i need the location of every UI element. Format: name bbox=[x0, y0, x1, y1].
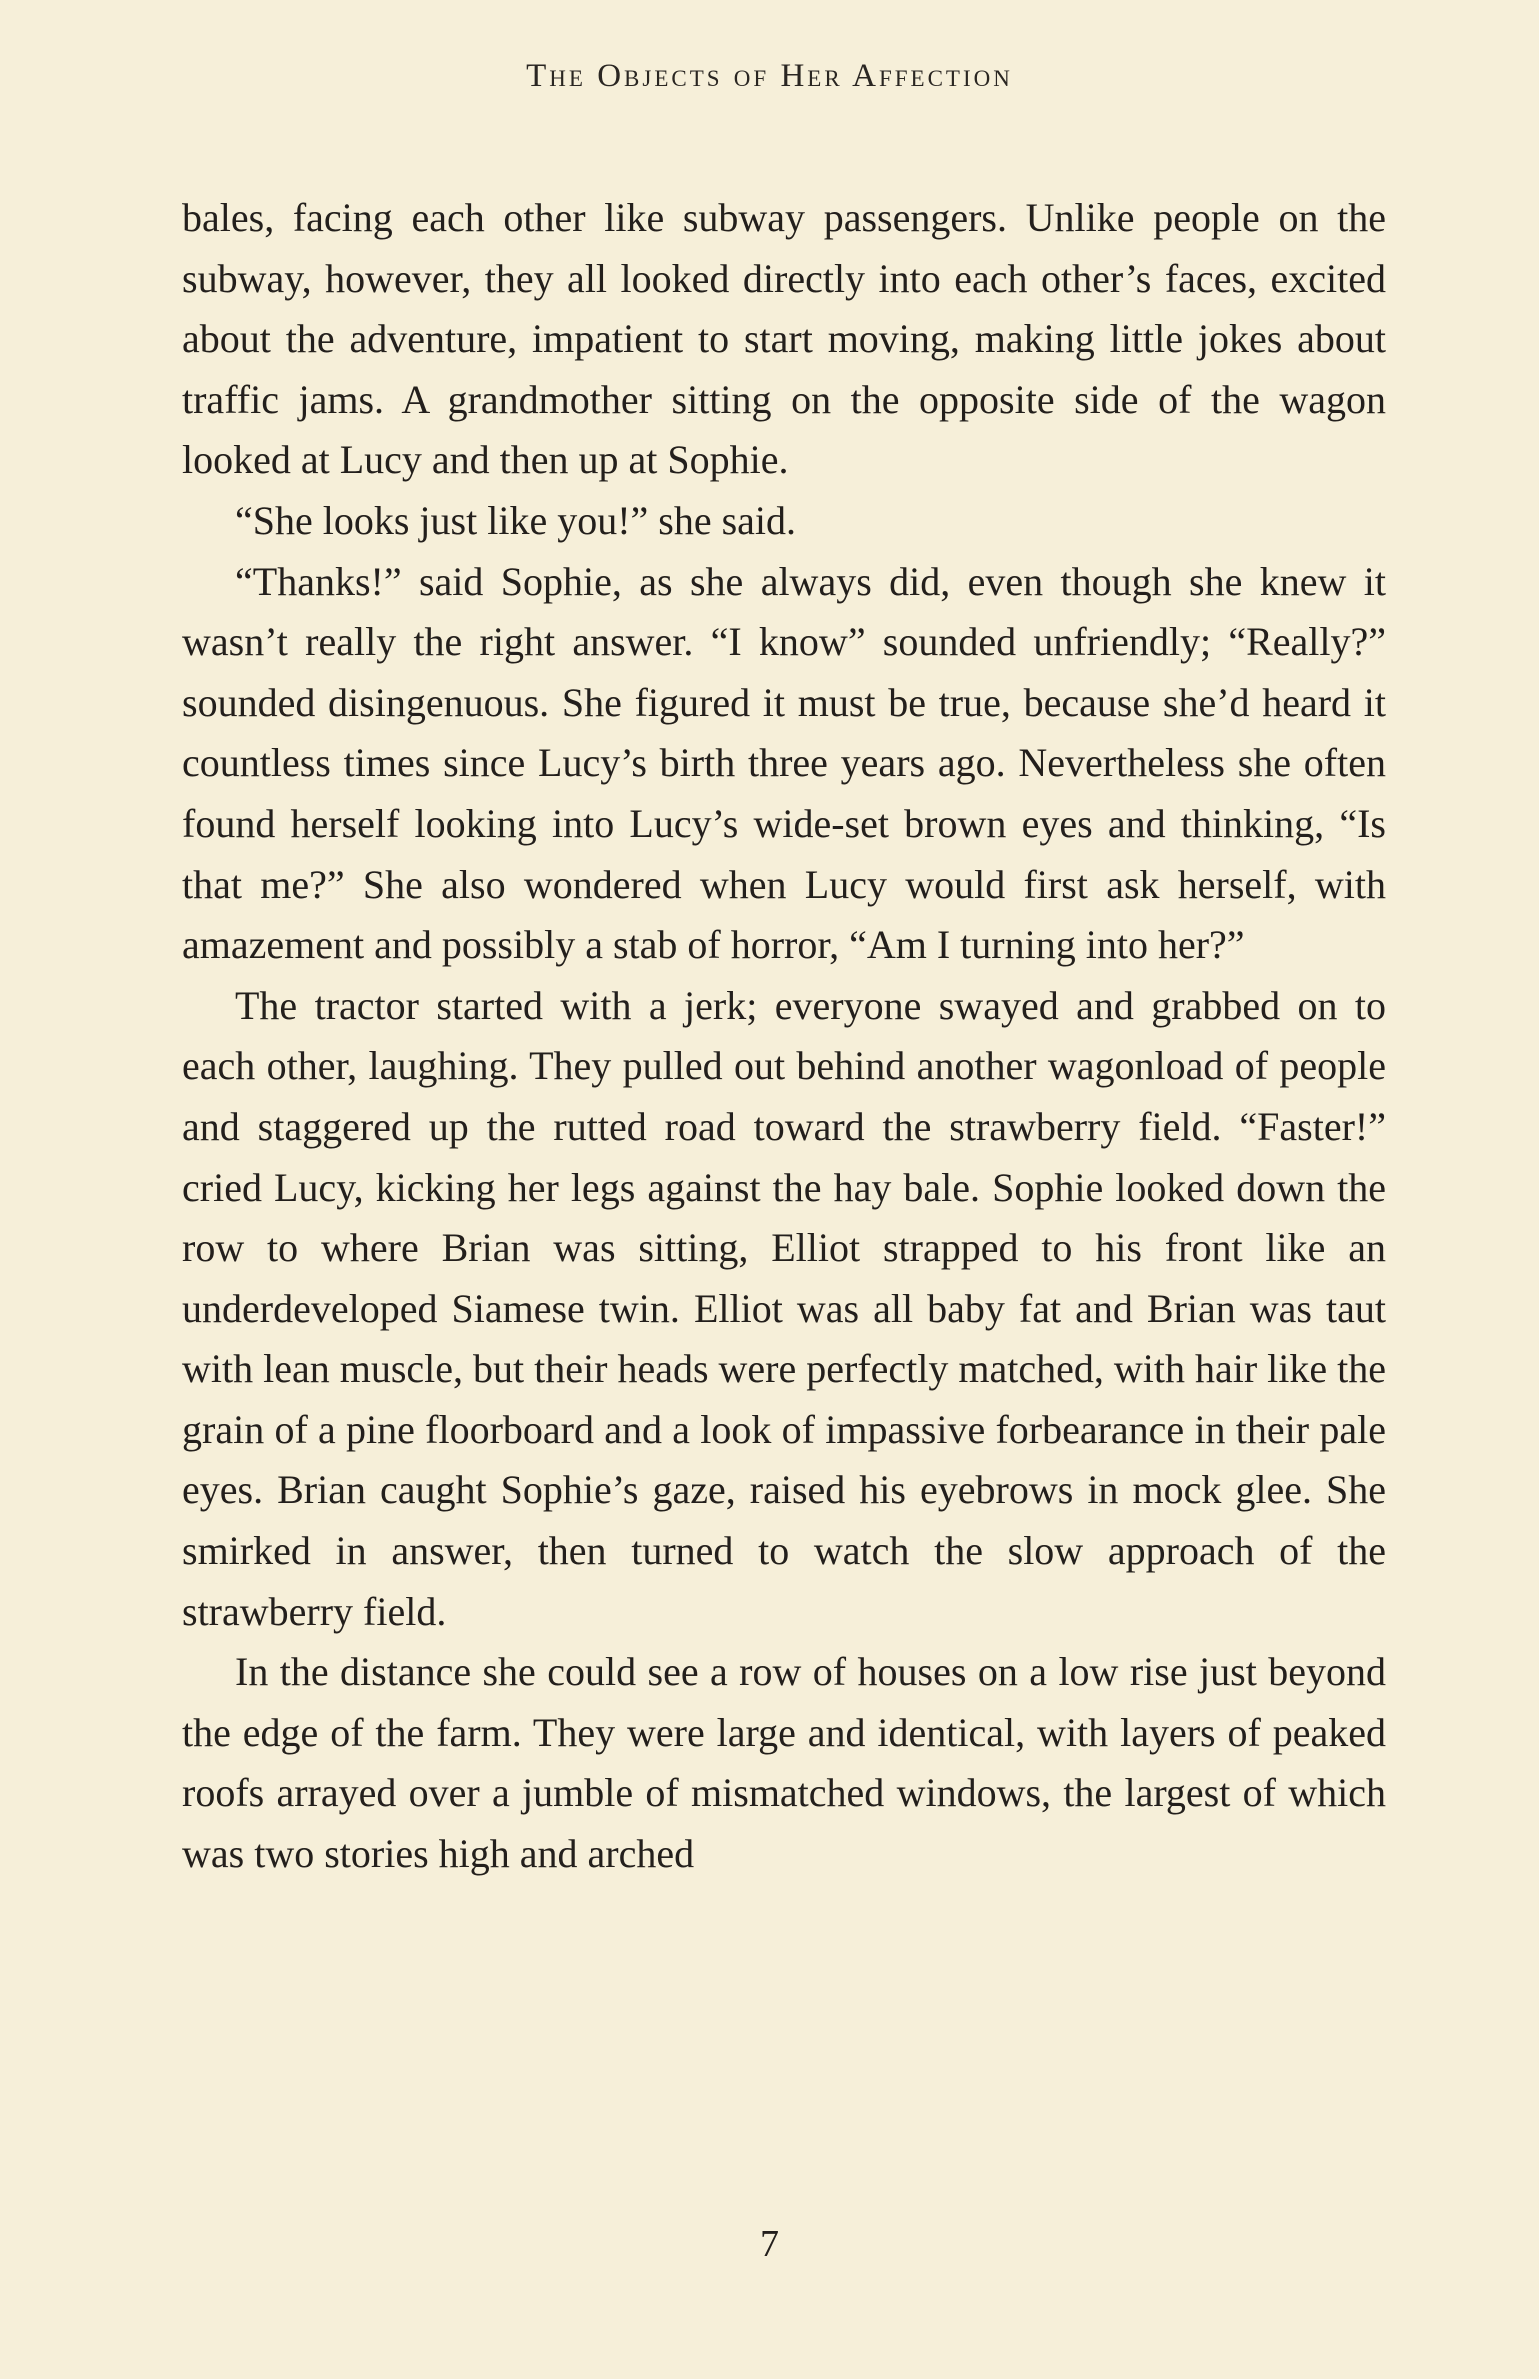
paragraph: “Thanks!” said Sophie, as she always did, even though she knew it wasn’t really the right answer. “I know” sounded unfriendly; “Really?” sounded disingenuous. She figured it must be true, because she’d heard it countless times since Lucy’s birth three years ago. Nevertheless she often found herself looking into Lucy’s wide-set brown eyes and thinking, “Is that me?” She also wondered when Lucy would first ask herself, with amazement and possibly a stab of horror, “Am I turning into her?” bbox=[182, 558, 1386, 968]
running-head: The Objects of Her Affection bbox=[526, 58, 1013, 94]
page-number: 7 bbox=[760, 2223, 779, 2265]
paragraph: The tractor started with a jerk; everyone swayed and grabbed on to each other, laughing. They pulled out behind another wagonload of people and staggered up the rutted road toward the strawberry field. “Faster!” cried Lucy, kicking her legs against the hay bale. Sophie looked down the row to where Brian was sitting, Elliot strapped to his front like an underdeveloped Siamese twin. Elliot was all baby fat and Brian was taut with lean muscle, but their heads were perfectly matched, with hair like the grain of a pine floorboard and a look of impassive forbearance in their pale eyes. Brian caught Sophie’s gaze, raised his eyebrows in mock glee. She smirked in answer, then turned to watch the slow approach of the strawberry field. bbox=[182, 982, 1387, 1634]
paragraph: bales, facing each other like subway passengers. Unlike people on the subway, however, they all looked directly into each other’s faces, excited about the adventure, impatient to start moving, making little jokes about traffic jams. A grandmother sitting on the opposite side of the wagon looked at Lucy and then up at Sophie. bbox=[182, 195, 1386, 483]
body-text bbox=[182, 188, 1386, 1885]
paragraph: In the distance she could see a row of houses on a low rise just beyond the edge of the farm. They were large and identical, with layers of peaked roofs arrayed over a jumble of mismatched windows, the largest of which was two stories high and arched bbox=[182, 1649, 1386, 1877]
paragraph: “She looks just like you!” she said. bbox=[235, 497, 797, 543]
